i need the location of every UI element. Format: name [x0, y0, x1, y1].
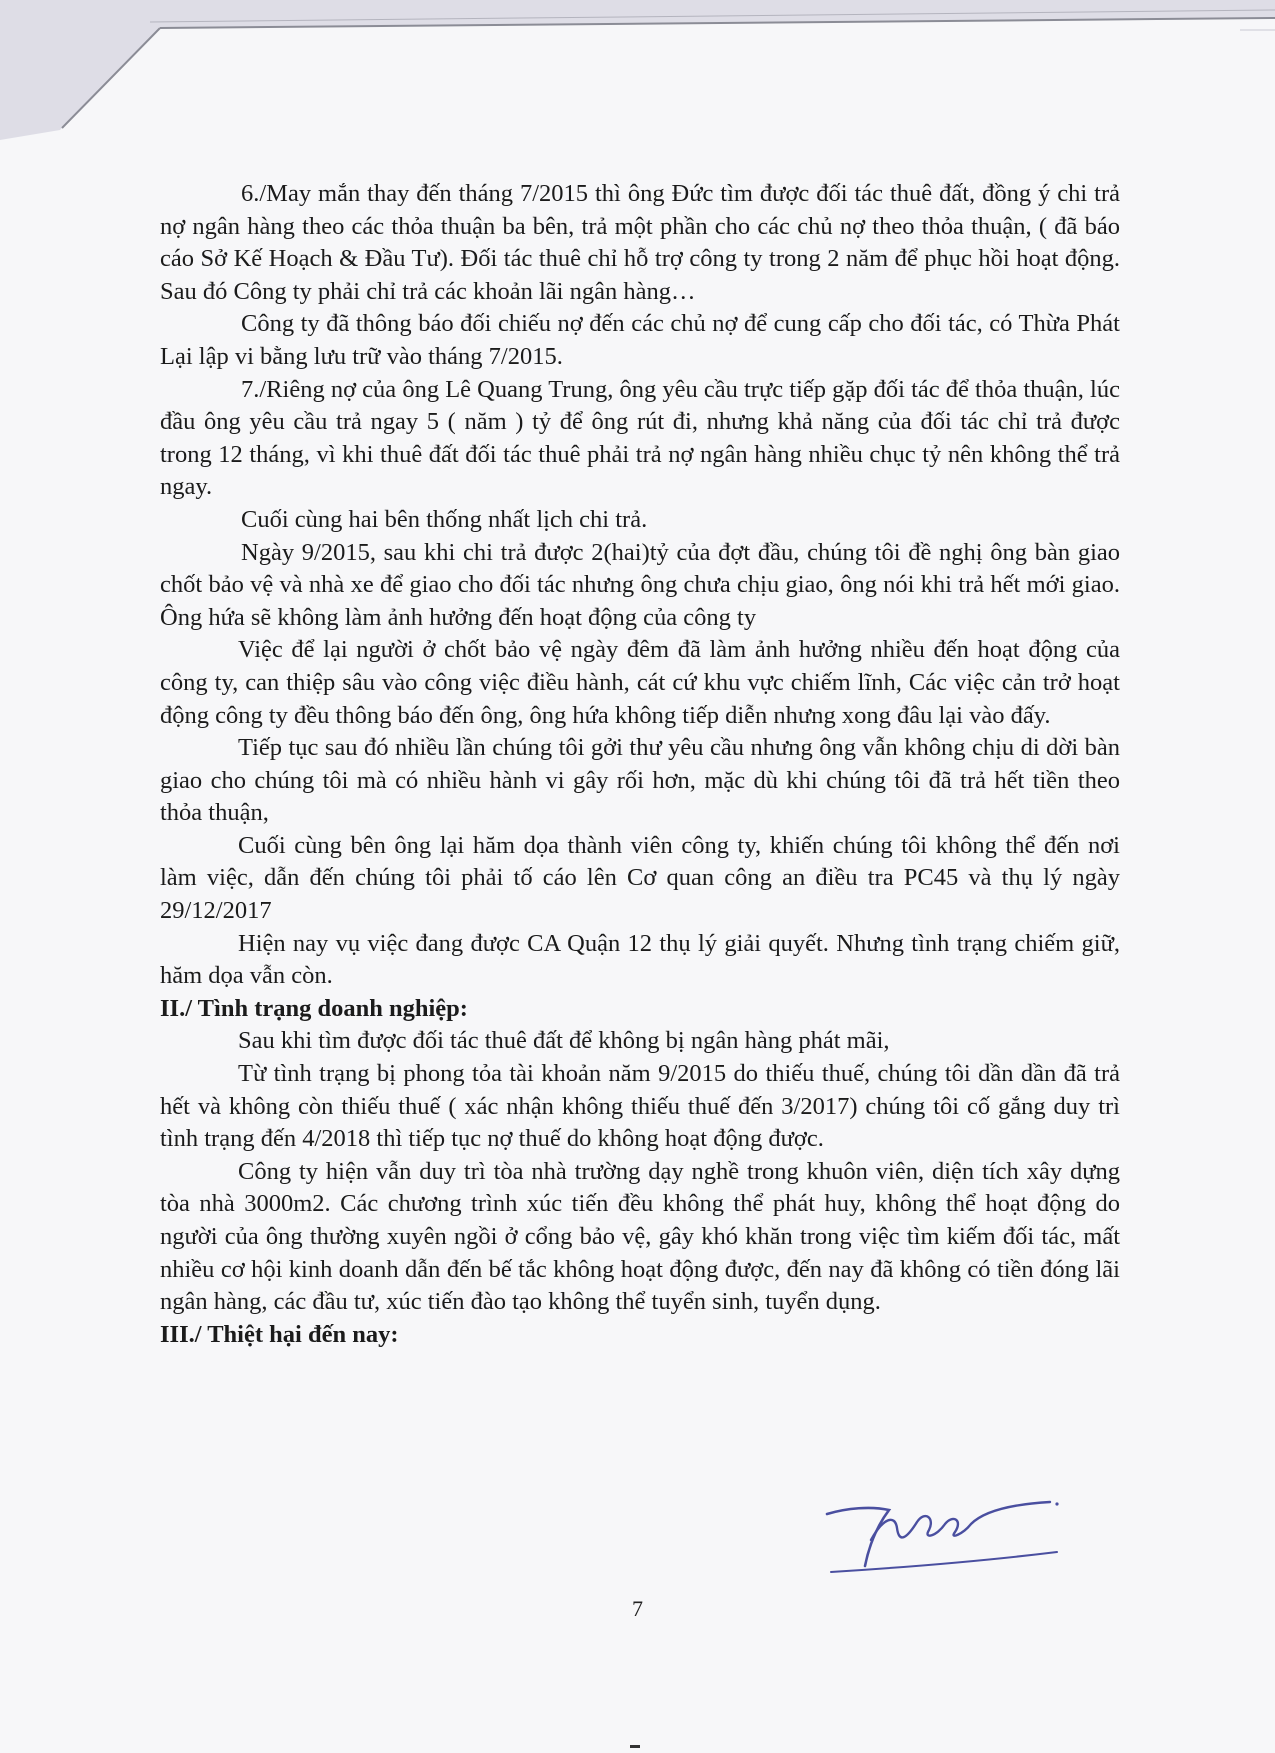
page-fold-edge: [0, 0, 1275, 140]
page-number: 7: [632, 1596, 643, 1621]
paragraph-6: 6./May mắn thay đến tháng 7/2015 thì ông Đức tìm được đối tác thuê đất, đồng ý chi trả nợ ngân hàng theo các thỏa thuận ba bên, trả một phần cho các chủ nợ theo thỏa thuận, ( đã báo cáo Sở Kế Hoạch & Đầu Tư). Đối tác thuê chỉ hỗ trợ công ty trong 2 năm để phục hồi hoạt động. Sau đó Công ty phải chỉ trả các khoản lãi ngân hàng…: [160, 180, 1120, 305]
document-body: [160, 178, 1120, 1351]
paragraph-7: 7./Riêng nợ của ông Lê Quang Trung, ông yêu cầu trực tiếp gặp đối tác để thỏa thuận, lúc đầu ông yêu cầu trả ngay 5 ( năm ) tỷ để ông rút đi, nhưng khả năng của đối tác chỉ trả được trong 12 tháng, vì khi thuê đất đối tác thuê phải trả nợ ngân hàng nhiều chục tỷ nên không thể trả ngay.: [160, 375, 1120, 501]
paragraph-current-status: Hiện nay vụ việc đang được CA Quận 12 thụ lý giải quyết. Nhưng tình trạng chiếm giữ, hăm dọa vẫn còn.: [160, 929, 1120, 990]
paragraph-building: Công ty hiện vẫn duy trì tòa nhà trường dạy nghề trong khuôn viên, diện tích xây dựng tòa nhà 3000m2. Các chương trình xúc tiến đều không thể phát huy, không thể hoạt động do người của ông thường xuyên ngồi ở cổng bảo vệ, gây khó khăn trong việc tìm kiếm đối tác, mất nhiều cơ hội kinh doanh dẫn đến bế tắc không hoạt động được, đến nay đã không có tiền đóng lãi ngân hàng, các đầu tư, xúc tiến đào tạo không thể tuyển sinh, tuyển dụng.: [160, 1157, 1120, 1316]
paragraph-complaint: Cuối cùng bên ông lại hăm dọa thành viên công ty, khiến chúng tôi không thể đến nơi làm việc, dẫn đến chúng tôi phải tố cáo lên Cơ quan công an điều tra PC45 và thụ lý ngày 29/12/2017: [160, 831, 1120, 925]
paragraph-handover: Ngày 9/2015, sau khi chi trả được 2(hai)tỷ của đợt đầu, chúng tôi đề nghị ông bàn giao chốt bảo vệ và nhà xe để giao cho đối tác nhưng ông chưa chịu giao, ông nói khi trả hết mới giao. Ông hứa sẽ không làm ảnh hưởng đến hoạt động của công ty: [160, 538, 1120, 631]
section-heading-business-status: II./ Tình trạng doanh nghiệp:: [160, 994, 468, 1022]
paragraph-requests: Tiếp tục sau đó nhiều lần chúng tôi gởi thư yêu cầu nhưng ông vẫn không chịu di dời bàn giao cho chúng tôi mà có nhiều hành vi gây rối hơn, mặc dù khi chúng tôi đã trả hết tiền theo thỏa thuận,: [160, 734, 1120, 827]
paragraph-tax: Từ tình trạng bị phong tỏa tài khoản năm 9/2015 do thiếu thuế, chúng tôi dần dần đã trả hết và không còn thiếu thuế ( xác nhận không thiếu thuế đến 3/2017) chúng tôi cố gắng duy trì tình trạng đến 4/2018 thì tiếp tục nợ thuế do không hoạt động được.: [160, 1060, 1120, 1153]
handwritten-signature: [825, 1488, 1065, 1578]
paragraph-notice: Công ty đã thông báo đối chiếu nợ đến các chủ nợ để cung cấp cho đối tác, có Thừa Phát Lại lập vi bằng lưu trữ vào tháng 7/2015.: [160, 310, 1120, 370]
paragraph-guard-post: Việc để lại người ở chốt bảo vệ ngày đêm đã làm ảnh hưởng nhiều đến hoạt động của công ty, can thiệp sâu vào công việc điều hành, cát cứ khu vực chiếm lĩnh, Các việc cản trở hoạt động công ty đều thông báo đến ông, ông hứa không tiếp diễn nhưng xong đâu lại vào đấy.: [160, 636, 1120, 729]
section-heading-damages: III./ Thiệt hại đến nay:: [160, 1320, 399, 1348]
scan-mark: [630, 1745, 640, 1748]
paragraph-schedule: Cuối cùng hai bên thống nhất lịch chi trả.: [241, 505, 648, 533]
paragraph-partner-found: Sau khi tìm được đối tác thuê đất để không bị ngân hàng phát mãi,: [238, 1027, 890, 1055]
